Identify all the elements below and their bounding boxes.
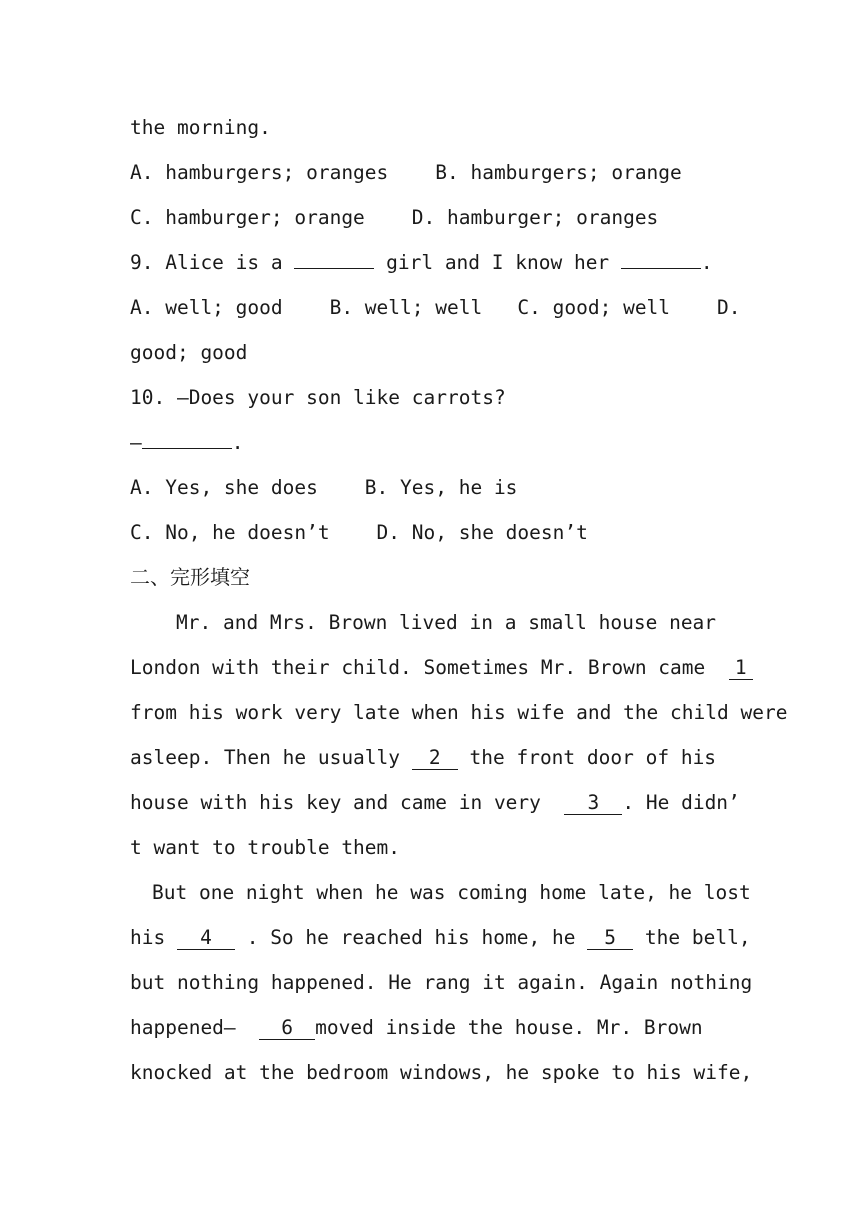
text: A. well; good B. well; well C. good; well D.	[130, 296, 741, 319]
text: happened—	[130, 1016, 260, 1039]
section-title	[130, 555, 730, 600]
text: .	[700, 251, 713, 274]
question-10-options-cd	[130, 510, 730, 555]
answer-blank	[294, 268, 374, 269]
question-9-stem	[130, 240, 730, 285]
passage-line	[130, 690, 788, 735]
text: But one night when he was coming home late, he lost	[152, 881, 751, 904]
passage-line	[130, 870, 751, 915]
text: his	[130, 926, 177, 949]
text: C. No, he doesn’t D. No, she doesn’t	[130, 521, 588, 544]
text: Mr. and Mrs. Brown lived in a small house near	[176, 611, 717, 634]
passage-line	[130, 915, 751, 960]
text: A. hamburgers; oranges B. hamburgers; orange	[130, 161, 682, 184]
answer-blank	[142, 448, 232, 449]
passage-line	[130, 735, 730, 780]
passage-line	[130, 1050, 753, 1095]
passage-line	[130, 780, 740, 825]
passage-line	[130, 645, 747, 690]
section-title-text: 二、完形填空	[130, 565, 250, 589]
cloze-blank-3: 3	[564, 792, 622, 815]
text: the front door of his	[457, 746, 717, 769]
question-10-stem	[130, 375, 730, 420]
text: t want to trouble them.	[130, 836, 401, 859]
question-9-options-cont	[130, 330, 730, 375]
question-10-options-ab	[130, 465, 730, 510]
question-10-answer-line	[130, 420, 730, 465]
text: from his work very late when his wife and the child were	[130, 701, 788, 724]
passage-line	[130, 1005, 730, 1050]
answer-blank	[621, 268, 701, 269]
cloze-blank-2: 2	[412, 747, 458, 770]
text: . So he reached his home, he	[234, 926, 588, 949]
text: girl and I know her	[374, 251, 621, 274]
passage-line	[130, 960, 753, 1005]
text: but nothing happened. He rang it again. Again nothing	[130, 971, 753, 994]
text: knocked at the bedroom windows, he spoke to his wife,	[130, 1061, 753, 1084]
text: the morning.	[130, 116, 271, 139]
cloze-blank-5: 5	[587, 927, 633, 950]
text: —	[130, 431, 142, 454]
cloze-blank-6: 6	[259, 1017, 315, 1040]
question-8-options-ab	[130, 150, 730, 195]
text: asleep. Then he usually	[130, 746, 412, 769]
question-9-options	[130, 285, 741, 330]
text: 10. —Does your son like carrots?	[130, 386, 506, 409]
text: house with his key and came in very	[130, 791, 565, 814]
question-8-options-cd	[130, 195, 730, 240]
text-line	[130, 105, 730, 150]
text: good; good	[130, 341, 248, 364]
text: moved inside the house. Mr. Brown	[315, 1016, 703, 1039]
text: London with their child. Sometimes Mr. Brown came	[130, 656, 729, 679]
passage-line	[130, 825, 730, 870]
text: 9. Alice is a	[130, 251, 295, 274]
text: C. hamburger; orange D. hamburger; oranges	[130, 206, 659, 229]
text: .	[231, 431, 244, 454]
document-page	[130, 105, 788, 1095]
cloze-blank-4: 4	[177, 927, 235, 950]
text: . He didn’	[622, 791, 740, 814]
text: A. Yes, she does B. Yes, he is	[130, 476, 518, 499]
cloze-blank-1: 1	[729, 657, 753, 680]
text: the bell,	[633, 926, 751, 949]
passage-line	[130, 600, 730, 645]
